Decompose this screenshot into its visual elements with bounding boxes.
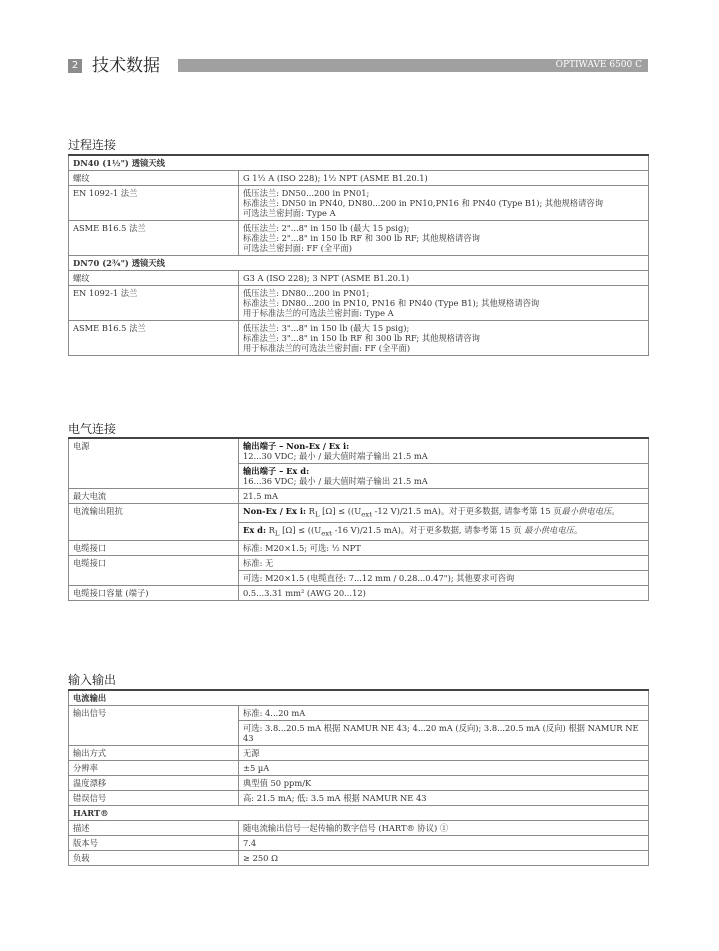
row-label: 输出方式 — [69, 746, 239, 761]
table-row — [69, 746, 649, 761]
group-heading: DN70 (2¾") 透镜天线 — [69, 256, 649, 271]
row-value: 可选: M20×1.5 (电缆直径: 7...12 mm / 0.28...0.47"); 其他要求可咨询 — [239, 571, 649, 586]
row-value: 标准: M20×1.5; 可选: ½ NPT — [239, 541, 649, 556]
value-line: 低压法兰: DN80...200 in PN01; — [243, 288, 370, 298]
table-row — [69, 706, 649, 721]
value-line: 低压法兰: 3"...8" in 150 lb (最大 15 psig); — [243, 323, 410, 333]
page-header — [68, 56, 648, 78]
table-row — [69, 541, 649, 556]
row-label: 最大电流 — [69, 489, 239, 504]
row-value: 标准: 4...20 mA — [239, 706, 649, 721]
value-line: 用于标准法兰的可选法兰密封面: Type A — [243, 308, 394, 318]
row-value — [239, 186, 649, 221]
section-title-io: 输入输出 — [68, 673, 117, 687]
value-subheading: 输出端子 – Ex d: — [243, 466, 310, 476]
table-row — [69, 806, 649, 821]
row-value — [239, 504, 649, 523]
table-row — [69, 586, 649, 601]
subscript: ext — [321, 529, 332, 538]
formula: R — [306, 506, 315, 516]
row-label: 电缆接口容量 (端子) — [69, 586, 239, 601]
chapter-title: 技术数据 — [92, 56, 160, 76]
row-value: G 1½ A (ISO 228); 1½ NPT (ASME B1.20.1) — [239, 171, 649, 186]
row-label: 输出信号 — [69, 706, 239, 746]
row-value — [239, 321, 649, 356]
row-value: ≥ 250 Ω — [239, 851, 649, 866]
table-row — [69, 690, 649, 706]
row-value: 标准: 无 — [239, 556, 649, 571]
section-title-electrical: 电气连接 — [68, 422, 117, 436]
table-row — [69, 851, 649, 866]
row-value: ±5 µA — [239, 761, 649, 776]
row-label: 错误信号 — [69, 791, 239, 806]
row-value: 0.5...3.31 mm² (AWG 20...12) — [239, 586, 649, 601]
italic-reference: 最小供电电压 — [524, 524, 574, 535]
electrical-table — [68, 437, 649, 601]
table-row — [69, 171, 649, 186]
row-value: 高: 21.5 mA; 低: 3.5 mA 根据 NAMUR NE 43 — [239, 791, 649, 806]
italic-reference: 最小供电电压 — [561, 506, 612, 516]
row-label: 电流输出阻抗 — [69, 504, 239, 541]
value-line: 低压法兰: 2"...8" in 150 lb (最大 15 psig); — [243, 223, 410, 233]
group-heading: DN40 (1½") 透镜天线 — [69, 155, 649, 171]
row-value: 21.5 mA — [239, 489, 649, 504]
table-row — [69, 556, 649, 571]
row-label: 负载 — [69, 851, 239, 866]
row-value — [239, 286, 649, 321]
table-row — [69, 221, 649, 256]
value-prefix: Non-Ex / Ex i: — [243, 506, 307, 516]
table-row — [69, 821, 649, 836]
header-bar — [178, 59, 648, 72]
subscript: L — [314, 510, 320, 519]
value-line: 标准法兰: DN50 in PN40, DN80...200 in PN10,PN16 和 PN40 (Type B1); 其他规格请咨询 — [243, 198, 604, 208]
table-row — [69, 286, 649, 321]
table-row — [69, 155, 649, 171]
value-line: 标准法兰: 2"...8" in 150 lb RF 和 300 lb RF; 其他规格请咨询 — [243, 233, 480, 243]
subscript: L — [274, 529, 280, 538]
formula: [Ω] ≤ ((U — [279, 524, 322, 535]
row-label: 电缆接口 — [69, 556, 239, 586]
group-heading: HART® — [69, 806, 649, 821]
row-value — [239, 522, 649, 541]
row-label: 螺纹 — [69, 271, 239, 286]
value-prefix: Ex d: — [243, 524, 267, 535]
formula-end: 。 — [611, 506, 620, 516]
row-label: ASME B16.5 法兰 — [69, 321, 239, 356]
row-label: EN 1092-1 法兰 — [69, 286, 239, 321]
table-row — [69, 761, 649, 776]
formula: [Ω] ≤ ((U — [319, 506, 362, 516]
row-value: 无源 — [239, 746, 649, 761]
row-value: 7.4 — [239, 836, 649, 851]
table-row — [69, 271, 649, 286]
row-label: 描述 — [69, 821, 239, 836]
row-value: G3 A (ISO 228); 3 NPT (ASME B1.20.1) — [239, 271, 649, 286]
row-value — [239, 464, 649, 489]
table-row — [69, 438, 649, 464]
value-line: 用于标准法兰的可选法兰密封面: FF (全平面) — [243, 343, 411, 353]
table-row — [69, 321, 649, 356]
row-value: 随电流输出信号一起传输的数字信号 (HART® 协议) ① — [239, 821, 649, 836]
formula-end: 。 — [573, 524, 583, 535]
product-name: OPTIWAVE 6500 C — [555, 60, 642, 70]
value-line: 12...30 VDC; 最小 / 最大值时端子输出 21.5 mA — [243, 451, 428, 461]
row-label: 电源 — [69, 438, 239, 489]
chapter-number: 2 — [68, 59, 82, 73]
table-row — [69, 776, 649, 791]
group-heading: 电流输出 — [69, 690, 649, 706]
row-label: 螺纹 — [69, 171, 239, 186]
section-title-process: 过程连接 — [68, 138, 117, 152]
value-line: 16...36 VDC; 最小 / 最大值时端子输出 21.5 mA — [243, 476, 428, 486]
value-line: 可选法兰密封面: Type A — [243, 208, 336, 218]
value-line: 低压法兰: DN50...200 in PN01; — [243, 188, 370, 198]
table-row — [69, 791, 649, 806]
formula: R — [266, 524, 275, 535]
row-label: EN 1092-1 法兰 — [69, 186, 239, 221]
process-table — [68, 154, 649, 356]
row-value: 典型值 50 ppm/K — [239, 776, 649, 791]
value-line: 可选法兰密封面: FF (全平面) — [243, 243, 353, 253]
row-label: ASME B16.5 法兰 — [69, 221, 239, 256]
row-value — [239, 438, 649, 464]
table-row — [69, 504, 649, 523]
io-table — [68, 689, 649, 866]
row-label: 温度漂移 — [69, 776, 239, 791]
table-row — [69, 836, 649, 851]
formula: -16 V)/21.5 mA)。对于更多数据, 请参考第 15 页 — [331, 524, 525, 535]
value-line: 标准法兰: 3"...8" in 150 lb RF 和 300 lb RF; 其他规格请咨询 — [243, 333, 480, 343]
table-row — [69, 489, 649, 504]
row-value: 可选: 3.8...20.5 mA 根据 NAMUR NE 43; 4...20 mA (反向); 3.8...20.5 mA (反向) 根据 NAMUR NE 43 — [239, 721, 649, 746]
value-subheading: 输出端子 – Non-Ex / Ex i: — [243, 441, 350, 451]
row-label: 电缆接口 — [69, 541, 239, 556]
row-label: 分辨率 — [69, 761, 239, 776]
row-label: 版本号 — [69, 836, 239, 851]
row-value — [239, 221, 649, 256]
formula: -12 V)/21.5 mA)。对于更多数据, 请参考第 15 页 — [371, 506, 562, 516]
subscript: ext — [361, 510, 372, 519]
table-row — [69, 186, 649, 221]
value-line: 标准法兰: DN80...200 in PN10, PN16 和 PN40 (Type B1); 其他规格请咨询 — [243, 298, 540, 308]
table-row — [69, 256, 649, 271]
